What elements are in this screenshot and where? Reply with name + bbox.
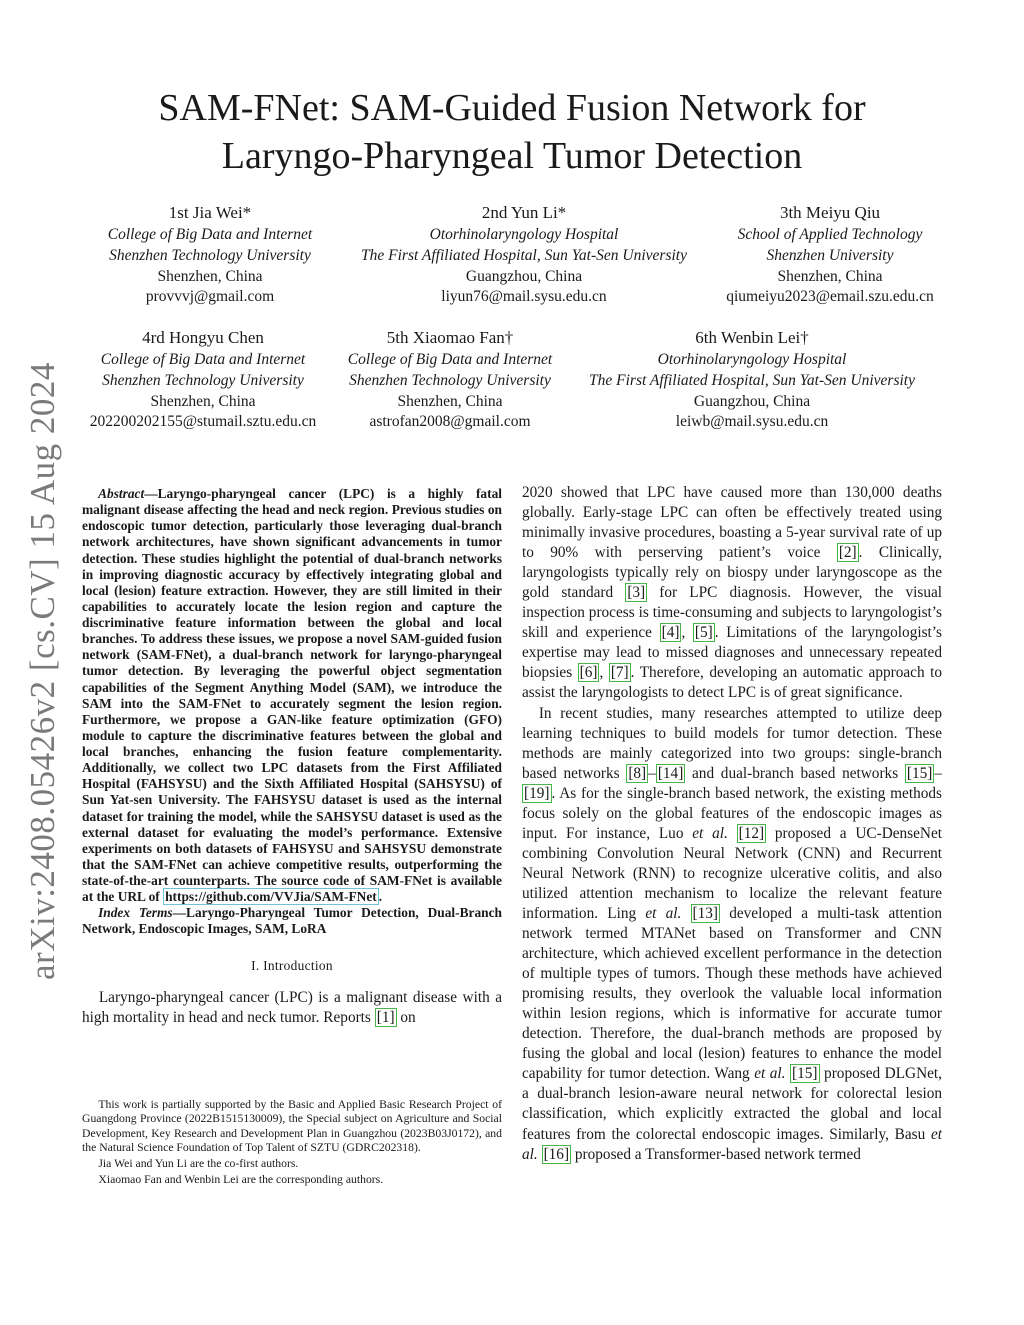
author-location: Shenzhen, China xyxy=(157,267,263,285)
text-run: and dual-branch based networks xyxy=(685,764,905,782)
text-run: for LPC diagnosis. However, the visual inspection process is time-consuming and subjects to laryngologist’s skill and experience xyxy=(522,584,943,642)
author-3 xyxy=(726,201,934,308)
author-location: Guangzhou, China xyxy=(693,392,811,410)
right-column xyxy=(522,483,942,1165)
citation-link[interactable]: [3] xyxy=(627,584,646,602)
text-run: . As for the single-branch based network, the existing methods focus solely on the global features of the endoscopic images as input. For instance, Luo xyxy=(522,784,942,842)
intro-paragraph xyxy=(82,988,502,1028)
author-affiliation: The First Affiliated Hospital, Sun Yat-Sen University xyxy=(589,371,915,389)
intro-paragraph-continued xyxy=(522,483,942,704)
author-location: Shenzhen, China xyxy=(150,392,256,410)
author-4 xyxy=(90,326,317,433)
abstract: Abstract—Laryngo-pharyngeal cancer (LPC) is a highly fatal malignant disease affecting the head and neck region. Previous studies on endoscopic tumor detection, particularly those leveraging dual-branch network architectures, have shown significant advancements in tumor detection. These studies highlight the potential of dual-branch networks in improving diagnostic accuracy by effectively integrating global and local (lesion) feature extraction. However, they are still limited in their capabilities to accurately locate the lesion region and capture the discriminative feature information between the global and local branches. To address these issues, we propose a novel SAM-guided fusion network (SAM-FNet), a dual-branch network for laryngo-pharyngeal tumor detection. By leveraging the powerful object segmentation capabilities of the Segment Anything Model (SAM), we introduce the SAM into the SAM-FNet to accurately segment the lesion region. Furthermore, we propose a GAN-like feature optimization (GFO) module to capture the discriminative features between the global and local branches, enhancing the fusion feature complementarity. Additionally, we collect two LPC datasets from the First Affiliated Hospital (FAHSYSU) and the Sixth Affiliated Hospital (SAHSYSU) of Sun Yat-sen University. The FAHSYSU dataset is used as the internal dataset for training the model, while the SAHSYSU dataset is used as the external dataset for evaluating the model’s performance. Extensive experiments on both datasets of FAHSYSU and SAHSYSU demonstrate that the SAM-FNet can achieve competitive results, outperforming the state-of-the-art counterparts. The source code of SAM-FNet is available at the URL of https://github.com/VVJia/SAM-FNet . xyxy=(82,486,502,905)
text-run: 2020 showed that LPC have caused more than 130,000 deaths globally. Early-stage LPC can often be effectively treated using minimally invasive procedures, boasting a 5-year survival rate of up to 90% with perserving patient’s voice xyxy=(522,484,942,562)
footnote-funding: This work is partially supported by the Basic and Applied Basic Research Project of Guangdong Province (2022B1515130009), the Special subject on Agriculture and Social Development, Key Research and Development Plan in Guangzhou (2023B03J0172), and the Natural Science Foundation of Top Talent of SZTU (GDRC202318). xyxy=(82,1098,502,1154)
abstract-text: —Laryngo-pharyngeal cancer (LPC) is a highly fatal malignant disease affecting the head and neck region. Previous studies on endoscopic tumor detection, particularly those leveraging dual-branch network architectures, have shown significant advancements in tumor detection. These studies highlight the potential of dual-branch networks in improving diagnostic accuracy by effectively integrating global and local (lesion) feature extraction. However, they are still limited in their capabilities to accurately locate the lesion region and capture the discriminative feature information between the global and local branches. To address these issues, we propose a novel SAM-guided fusion network (SAM-FNet), a dual-branch network for laryngo-pharyngeal tumor detection. By leveraging the powerful object segmentation capabilities of the Segment Anything Model (SAM), we introduce the SAM into the SAM-FNet to accurately segment the lesion region. Furthermore, we propose a GAN-like feature optimization (GFO) module to capture the discriminative features between the global and local branches, enhancing the fusion feature complementarity. Additionally, we collect two LPC datasets from the First Affiliated Hospital (FAHSYSU) and the Sixth Affiliated Hospital (SAHSYSU) of Sun Yat-sen University. The FAHSYSU dataset is used as the internal dataset for training the model, while the SAHSYSU dataset is used as the external dataset for evaluating the model’s performance. Extensive experiments on both datasets of FAHSYSU and SAHSYSU demonstrate that the SAM-FNet can achieve competitive results, outperforming the state-of-the-art counterparts. The source code of SAM-FNet is available at the URL of xyxy=(82,486,502,905)
author-name: 1st Jia Wei* xyxy=(168,203,252,222)
author-location: Guangzhou, China xyxy=(465,267,583,285)
citation-link[interactable]: [15] xyxy=(792,1065,818,1083)
author-location: Shenzhen, China xyxy=(397,392,503,410)
related-work-paragraph xyxy=(522,704,942,1165)
abstract-label: Abstract xyxy=(98,486,145,501)
citation-link[interactable]: [6] xyxy=(579,664,598,682)
author-email: provvvj@gmail.com xyxy=(145,288,275,306)
text-run: . Clinically, laryngologists typically rely on biospy under laryngoscope as the gold standard xyxy=(522,544,942,602)
author-affiliation: College of Big Data and Internet xyxy=(347,351,553,368)
citation-link[interactable]: [1] xyxy=(376,1008,395,1026)
author-6 xyxy=(589,326,915,433)
footnote-cofirst: Jia Wei and Yun Li are the co-first authors. xyxy=(98,1157,299,1171)
text-run: . Therefore, developing an automatic approach to assist the laryngologists to detect LPC is of great significance. xyxy=(522,664,942,702)
text-run: proposed a UC-DenseNet combining Convolution Neural Network (CNN) and Recurrent Neural Network (RNN) to recognize ulcerative colitis, and also utilized attention mechanism to localize the relevant feature information. Ling xyxy=(522,824,943,922)
text-run: – xyxy=(648,764,656,782)
citation-link[interactable]: [8] xyxy=(628,764,647,782)
author-affiliation: Shenzhen University xyxy=(766,246,894,264)
text-run: proposed DLGNet, a dual-branch lesion-aware neural network for colorectal lesion classification, which explicitly extracted the global and local features from the colorectal endoscopic images. Similarly, Basu xyxy=(522,1065,942,1143)
citation-link[interactable]: [5] xyxy=(694,624,713,642)
citation-link[interactable]: [19] xyxy=(524,784,550,802)
author-affiliation: The First Affiliated Hospital, Sun Yat-Sen University xyxy=(361,246,687,264)
text-run: et al. xyxy=(692,824,728,842)
paper-title xyxy=(110,84,914,180)
text-run: , xyxy=(599,664,609,682)
text-run: . Limitations of the laryngologist’s expertise may lead to missed diagnoses and unnecessary repeated biopsies xyxy=(522,624,943,682)
intro-text-end: on xyxy=(396,1008,416,1026)
citation-link[interactable]: [15] xyxy=(906,764,933,782)
author-affiliation: Shenzhen Technology University xyxy=(349,371,551,389)
author-email: liyun76@mail.sysu.edu.cn xyxy=(441,288,607,306)
footnote-corresponding: Xiaomao Fan and Wenbin Lei are the corresponding authors. xyxy=(98,1173,384,1187)
author-5 xyxy=(348,326,552,433)
index-terms-text: —Laryngo-Pharyngeal Tumor Detection, Dual-Branch Network, Endoscopic Images, SAM, LoRA xyxy=(82,905,502,937)
citation-link[interactable]: [12] xyxy=(738,824,765,842)
author-name: 4rd Hongyu Chen xyxy=(142,328,264,347)
author-2 xyxy=(361,201,687,308)
author-affiliation: College of Big Data and Internet xyxy=(107,226,313,243)
author-affiliation: College of Big Data and Internet xyxy=(100,351,306,368)
author-name: 6th Wenbin Lei† xyxy=(695,328,809,347)
citation-link[interactable]: [4] xyxy=(661,624,680,642)
author-name: 2nd Yun Li* xyxy=(481,203,567,222)
author-affiliation: School of Applied Technology xyxy=(737,226,923,243)
text-run: proposed a Transformer-based network termed xyxy=(571,1145,861,1163)
text-run: In recent studies, many researches attempted to utilize deep learning techniques to build models for tumor detection. These methods are mainly categorized into two groups: single-branch based networks xyxy=(522,704,942,782)
author-email: qiumeiyu2023@email.szu.edu.cn xyxy=(726,288,934,306)
text-run: , xyxy=(681,624,693,642)
author-email: astrofan2008@gmail.com xyxy=(369,413,531,431)
citation-link[interactable]: [7] xyxy=(610,664,629,682)
title-line-1: SAM-FNet: SAM-Guided Fusion Network for xyxy=(158,87,866,129)
citation-link[interactable]: [16] xyxy=(543,1145,570,1163)
citation-link[interactable]: [2] xyxy=(838,544,857,562)
index-terms xyxy=(82,905,502,937)
author-location: Shenzhen, China xyxy=(777,267,883,285)
arxiv-identifier: arXiv:2408.05426v2 [cs.CV] 15 Aug 2024 xyxy=(23,362,62,980)
intro-text: Laryngo-pharyngeal cancer (LPC) is a malignant disease with a high mortality in head and neck tumor. Reports xyxy=(82,988,502,1026)
text-run: – xyxy=(934,764,942,782)
author-affiliation: Otorhinolaryngology Hospital xyxy=(657,351,847,368)
author-name: 3th Meiyu Qiu xyxy=(779,203,881,222)
text-run xyxy=(681,905,690,922)
text-run: developed a multi-task attention network termed MTANet based on Transformer and CNN architecture, which achieved excellent performance in the detection of multiple types of tumors. Though these methods have achieved promising results, they overlook the valuable local information within lesion regions, which is informative for accurate tumor detection. Therefore, the dual-branch methods are proposed by fusing the global and local (lesion) features to enhance the model capability for tumor detection. Wang xyxy=(522,904,942,1083)
section-heading: I. Introduction xyxy=(251,957,333,973)
left-column xyxy=(82,486,502,1028)
github-link[interactable]: https://github.com/VVJia/SAM-FNet xyxy=(165,889,377,905)
author-1 xyxy=(108,201,312,308)
footnotes xyxy=(82,1098,502,1190)
author-affiliation: Otorhinolaryngology Hospital xyxy=(429,226,619,243)
author-name: 5th Xiaomao Fan† xyxy=(386,328,514,347)
author-affiliation: Shenzhen Technology University xyxy=(102,371,304,389)
author-email: 202200202155@stumail.sztu.edu.cn xyxy=(89,413,317,431)
text-run: et al. xyxy=(645,904,682,922)
text-run: et al. xyxy=(522,1125,942,1163)
citation-link[interactable]: [13] xyxy=(692,904,718,922)
text-run xyxy=(538,1146,542,1163)
title-line-2: Laryngo-Pharyngeal Tumor Detection xyxy=(221,135,803,177)
author-affiliation: Shenzhen Technology University xyxy=(109,246,311,264)
text-run: et al. xyxy=(754,1065,786,1083)
index-terms-label: Index Terms xyxy=(98,905,173,921)
text-run xyxy=(728,825,737,842)
citation-link[interactable]: [14] xyxy=(657,764,684,782)
author-email: leiwb@mail.sysu.edu.cn xyxy=(675,413,829,431)
